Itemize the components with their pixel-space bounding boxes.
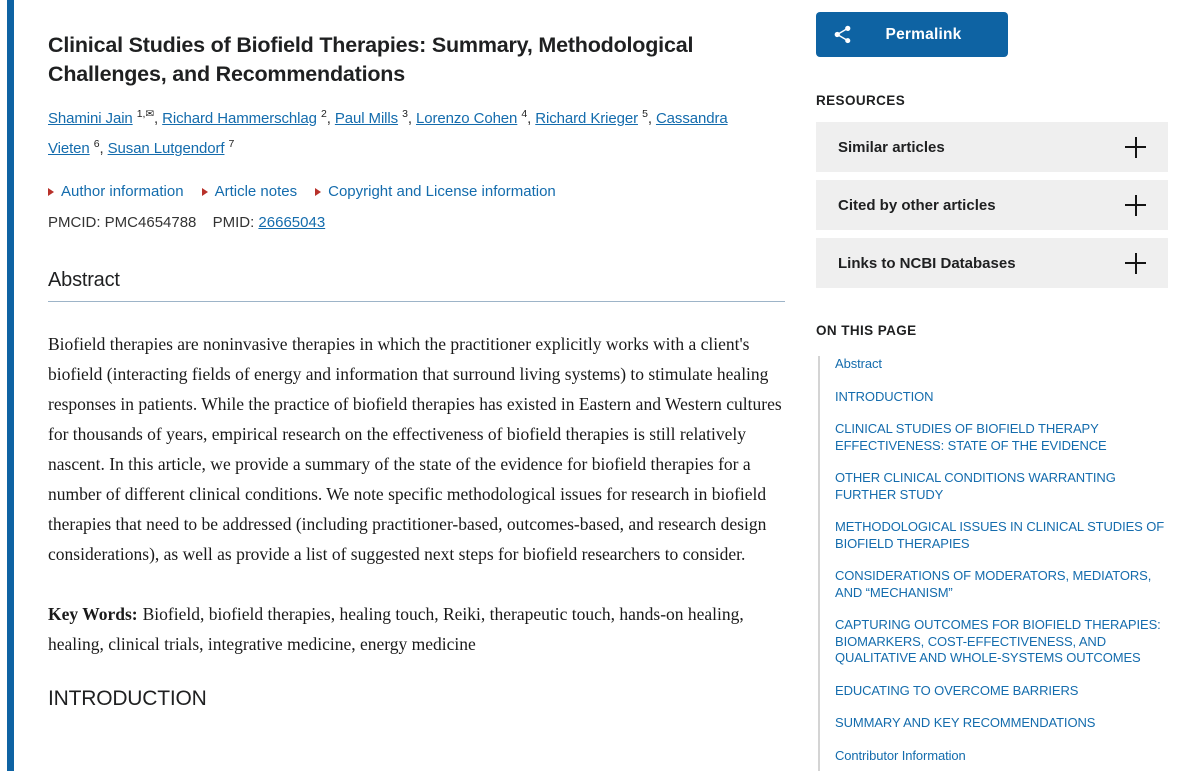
toc-link[interactable]: EDUCATING TO OVERCOME BARRIERS (835, 682, 1079, 698)
toc-link[interactable]: CAPTURING OUTCOMES FOR BIOFIELD THERAPIES: BIOMARKERS, COST-EFFECTIVENESS, AND QUALITATIVE AND WHOLE-SYSTEMS OUTCOMES (835, 617, 1161, 665)
meta-link-label[interactable]: Author information (61, 183, 184, 200)
keywords-label: Key Words: (48, 604, 138, 624)
toc-link[interactable]: METHODOLOGICAL ISSUES IN CLINICAL STUDIES OF BIOFIELD THERAPIES (835, 519, 1165, 551)
author-link[interactable]: Richard Hammerschlag (162, 110, 317, 127)
on-this-page-heading: ON THIS PAGE (816, 323, 917, 338)
keywords-paragraph (48, 599, 785, 659)
keywords-text: Biofield, biofield therapies, healing touch, Reiki, therapeutic touch, hands-on healing, healing, clinical trials, integrative medicine, energy medicine (48, 604, 744, 654)
author-link[interactable]: Shamini Jain (48, 110, 133, 127)
resources-accordions (816, 122, 1168, 288)
author-list: Shamini Jain $^{1,✉}$, Richard Hammerschlag $^2$, Paul Mills $^3$, Lorenzo Cohen $^4$, Richard Krieger $^5$, Cassandra Vieten $^6$, Susan Lutgendorf $^7$ (48, 108, 728, 157)
introduction-heading: INTRODUCTION (48, 687, 207, 710)
author-link[interactable]: Susan Lutgendorf (107, 140, 225, 157)
accordion-links-to-ncbi-databases[interactable] (816, 238, 1168, 288)
triangle-right-icon (315, 188, 321, 196)
toc-link[interactable]: OTHER CLINICAL CONDITIONS WARRANTING FURTHER STUDY (835, 470, 1116, 502)
author-superscript: 6 (93, 138, 100, 150)
author-link[interactable]: Richard Krieger (535, 110, 638, 127)
meta-link-label[interactable]: Copyright and License information (328, 183, 556, 200)
article-meta-links (48, 183, 785, 200)
resources-heading: RESOURCES (816, 93, 906, 108)
on-this-page-nav (818, 356, 1168, 771)
toc-link[interactable]: SUMMARY AND KEY RECOMMENDATIONS (835, 715, 1096, 730)
permalink-label: Permalink (885, 25, 962, 43)
share-nodes-icon (832, 24, 853, 45)
toc-link[interactable]: Contributor Information (835, 747, 966, 763)
pmcid-value: PMC4654788 (104, 214, 197, 231)
meta-link-item[interactable] (202, 183, 298, 200)
pmcid-label: PMCID: (48, 214, 101, 231)
article-main (48, 0, 785, 711)
author-superscript: 7 (228, 138, 235, 150)
abstract-divider (48, 301, 785, 302)
toc-link[interactable]: Abstract (835, 356, 882, 371)
triangle-right-icon (202, 188, 208, 196)
triangle-right-icon (48, 188, 54, 196)
author-superscript: 1,✉ (136, 108, 155, 120)
meta-link-item[interactable] (48, 183, 184, 200)
article-ids (48, 214, 785, 231)
abstract-heading: Abstract (48, 269, 120, 291)
author-superscript: 3 (402, 108, 408, 120)
author-superscript: 2 (320, 108, 327, 120)
accordion-cited-by-other-articles[interactable] (816, 180, 1168, 230)
article-title: Clinical Studies of Biofield Therapies: Summary, Methodological Challenges, and Recommendations (48, 33, 694, 86)
author-superscript: 5 (642, 108, 648, 120)
plus-icon[interactable] (1125, 253, 1146, 274)
plus-icon[interactable] (1125, 137, 1146, 158)
accordion-label: Cited by other articles (838, 196, 996, 214)
author-link[interactable]: Lorenzo Cohen (416, 110, 518, 127)
toc-link[interactable]: INTRODUCTION (835, 388, 934, 404)
abstract-paragraph: Biofield therapies are noninvasive therapies in which the practitioner explicitly works with a client's biofield (interacting fields of energy and information that surround living systems) to stimulate healing responses in patients. While the practice of biofield therapies has existed in Eastern and Western cultures for thousands of years, empirical research on the effectiveness of biofield therapies is still relatively nascent. In this article, we provide a summary of the state of the evidence for biofield therapies for a number of different clinical conditions. We note specific methodological issues for research in biofield therapies that need to be addressed (including practitioner-based, outcomes-based, and research design considerations), as well as provide a list of suggested next steps for biofield researchers to consider. (48, 334, 782, 564)
author-link[interactable]: Paul Mills (334, 110, 399, 127)
pmid-link[interactable]: 26665043 (258, 214, 326, 231)
pmid-label: PMID: (212, 214, 255, 231)
accordion-label: Similar articles (838, 138, 945, 156)
author-link[interactable]: Cassandra Vieten (48, 110, 728, 157)
meta-link-label[interactable]: Article notes (214, 183, 298, 200)
accordion-similar-articles[interactable] (816, 122, 1168, 172)
sidebar (816, 0, 1168, 771)
meta-link-item[interactable] (315, 183, 556, 200)
author-superscript: 4 (521, 108, 528, 120)
permalink-button[interactable] (816, 12, 1008, 57)
left-accent-bar (7, 0, 14, 771)
accordion-label: Links to NCBI Databases (838, 254, 1016, 272)
toc-link[interactable]: CONSIDERATIONS OF MODERATORS, MEDIATORS, AND “MECHANISM” (835, 568, 1152, 600)
plus-icon[interactable] (1125, 195, 1146, 216)
toc-link[interactable]: CLINICAL STUDIES OF BIOFIELD THERAPY EFFECTIVENESS: STATE OF THE EVIDENCE (835, 421, 1107, 453)
